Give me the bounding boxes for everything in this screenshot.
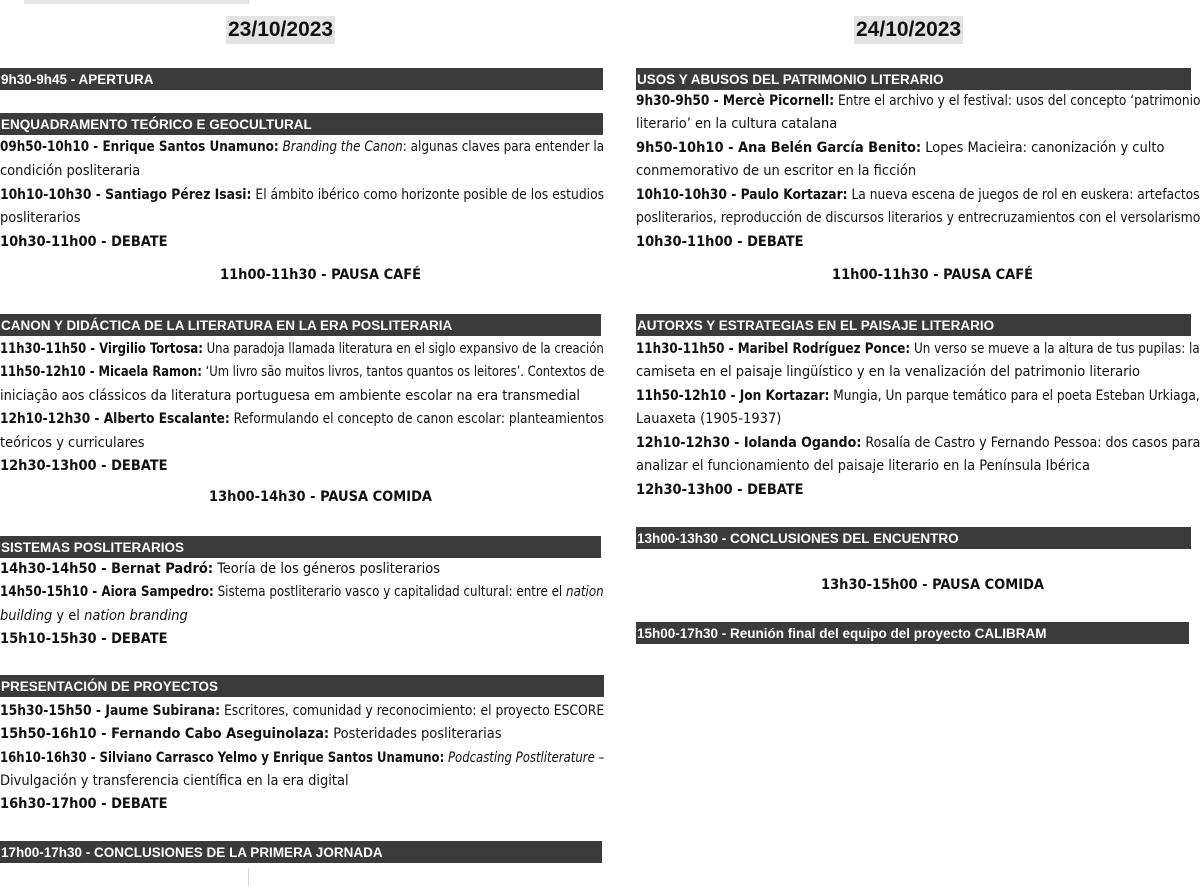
talk-line-cont: camiseta en el paisaje lingüístico y en la venalización del patrimonio literario xyxy=(636,364,1141,380)
pause-label: 13h30-15h00 - PAUSA COMIDA xyxy=(821,577,1045,593)
talk-line: 15h50-16h10 - Fernando Cabo Aseguinolaza: Posteridades posliterarias xyxy=(0,726,502,742)
conclusions-bar: 13h00-13h30 - CONCLUSIONES DEL ENCUENTRO xyxy=(636,527,1191,549)
talk-line-cont: Lauaxeta (1905-1937) xyxy=(636,411,782,427)
section-title: ENQUADRAMENTO TEÓRICO E GEOCULTURAL xyxy=(0,113,603,135)
talk-line-cont: building y el nation branding xyxy=(0,608,188,624)
talk-line: 10h10-10h30 - Santiago Pérez Isasi: El ámbito ibérico como horizonte posible de los estudios xyxy=(0,187,605,203)
talk-line: 10h10-10h30 - Paulo Kortazar: La nueva escena de juegos de rol en euskera: artefactos xyxy=(636,187,1200,203)
talk-line-cont: conmemorativo de un escritor en la ficción xyxy=(636,163,917,179)
talk-line: 14h50-15h10 - Aiora Sampedro: Sistema postliterario vasco y capitalidad cultural: entre el nation xyxy=(0,584,604,600)
section-title: USOS Y ABUSOS DEL PATRIMONIO LITERARIO xyxy=(636,68,1191,90)
talk-line-cont: posliterarios xyxy=(0,210,81,226)
pause-label: 11h00-11h30 - PAUSA CAFÉ xyxy=(220,267,422,283)
debate-line: 10h30-11h00 - DEBATE xyxy=(636,234,804,250)
debate-line: 15h10-15h30 - DEBATE xyxy=(0,631,168,647)
talk-line: 11h50-12h10 - Micaela Ramon: ‘Um livro são muitos livros, tantos quantos os leitores’. Contextos de xyxy=(0,364,605,380)
talk-line: 12h10-12h30 - Alberto Escalante: Reformulando el concepto de canon escolar: planteamientos xyxy=(0,411,604,427)
pause-label: 13h00-14h30 - PAUSA COMIDA xyxy=(209,489,433,505)
debate-line: 10h30-11h00 - DEBATE xyxy=(0,234,168,250)
debate-line: 12h30-13h00 - DEBATE xyxy=(636,482,804,498)
talk-line: 11h30-11h50 - Maribel Rodríguez Ponce: Un verso se mueve a la altura de tus pupilas: la xyxy=(636,341,1200,357)
section-title: PRESENTACIÓN DE PROYECTOS xyxy=(0,675,604,697)
talk-line-cont: literario’ en la cultura catalana xyxy=(636,116,838,132)
day1-date: 23/10/2023 xyxy=(226,16,335,44)
top-divider xyxy=(24,0,248,4)
day2-date: 24/10/2023 xyxy=(854,16,963,44)
talk-line: 9h50-10h10 - Ana Belén García Benito: Lopes Macieira: canonización y culto xyxy=(636,140,1165,156)
talk-line: 9h30-9h50 - Mercè Picornell: Entre el archivo y el festival: usos del concepto ‘patrimonio xyxy=(636,93,1201,109)
talk-line-cont: iniciação aos clássicos da literatura portuguesa em ambiente escolar na era transmedial xyxy=(0,388,581,404)
talk-line: 11h30-11h50 - Virgilio Tortosa: Una paradoja llamada literatura en el siglo expansivo de la creación xyxy=(0,341,604,357)
debate-line: 12h30-13h00 - DEBATE xyxy=(0,458,168,474)
talk-line-cont: teóricos y curriculares xyxy=(0,435,145,451)
final-meeting-bar: 15h00-17h30 - Reunión final del equipo del proyecto CALIBRAM xyxy=(636,622,1189,644)
opening-session-bar: 9h30-9h45 - APERTURA xyxy=(0,68,603,90)
closing-session-bar: 17h00-17h30 - CONCLUSIONES DE LA PRIMERA JORNADA xyxy=(0,841,602,863)
talk-line-cont: posliterarios, reproducción de discursos literarios y entrecruzamientos con el versolarismo xyxy=(636,210,1201,226)
talk-line-cont: analizar el funcionamiento del paisaje literario en la Península Ibérica xyxy=(636,458,1090,474)
talk-line-cont: Divulgación y transferencia científica en la era digital xyxy=(0,773,349,789)
section-title: AUTORXS Y ESTRATEGIAS EN EL PAISAJE LITERARIO xyxy=(636,314,1191,336)
talk-line: 15h30-15h50 - Jaume Subirana: Escritores, comunidad y reconocimiento: el proyecto ESCORE xyxy=(0,703,605,719)
talk-line-cont: condición posliteraria xyxy=(0,163,141,179)
talk-line: 12h10-12h30 - Iolanda Ogando: Rosalía de Castro y Fernando Pessoa: dos casos para xyxy=(636,435,1201,451)
talk-line: 11h50-12h10 - Jon Kortazar: Mungia, Un parque temático para el poeta Esteban Urkiaga, xyxy=(636,388,1200,404)
pause-label: 11h00-11h30 - PAUSA CAFÉ xyxy=(832,267,1034,283)
talk-line: 16h10-16h30 - Silviano Carrasco Yelmo y Enrique Santos Unamuno: Podcasting Postliterature – xyxy=(0,750,605,766)
talk-line: 14h30-14h50 - Bernat Padró: Teoría de los géneros posliterarios xyxy=(0,561,441,577)
debate-line: 16h30-17h00 - DEBATE xyxy=(0,796,168,812)
grid-line xyxy=(248,868,249,886)
section-title: CANON Y DIDÁCTICA DE LA LITERATURA EN LA ERA POSLITERARIA xyxy=(0,314,601,336)
section-title: SISTEMAS POSLITERARIOS xyxy=(0,536,601,558)
talk-line: 09h50-10h10 - Enrique Santos Unamuno: Branding the Canon: algunas claves para entender la xyxy=(0,139,605,155)
grid-line xyxy=(248,0,249,4)
